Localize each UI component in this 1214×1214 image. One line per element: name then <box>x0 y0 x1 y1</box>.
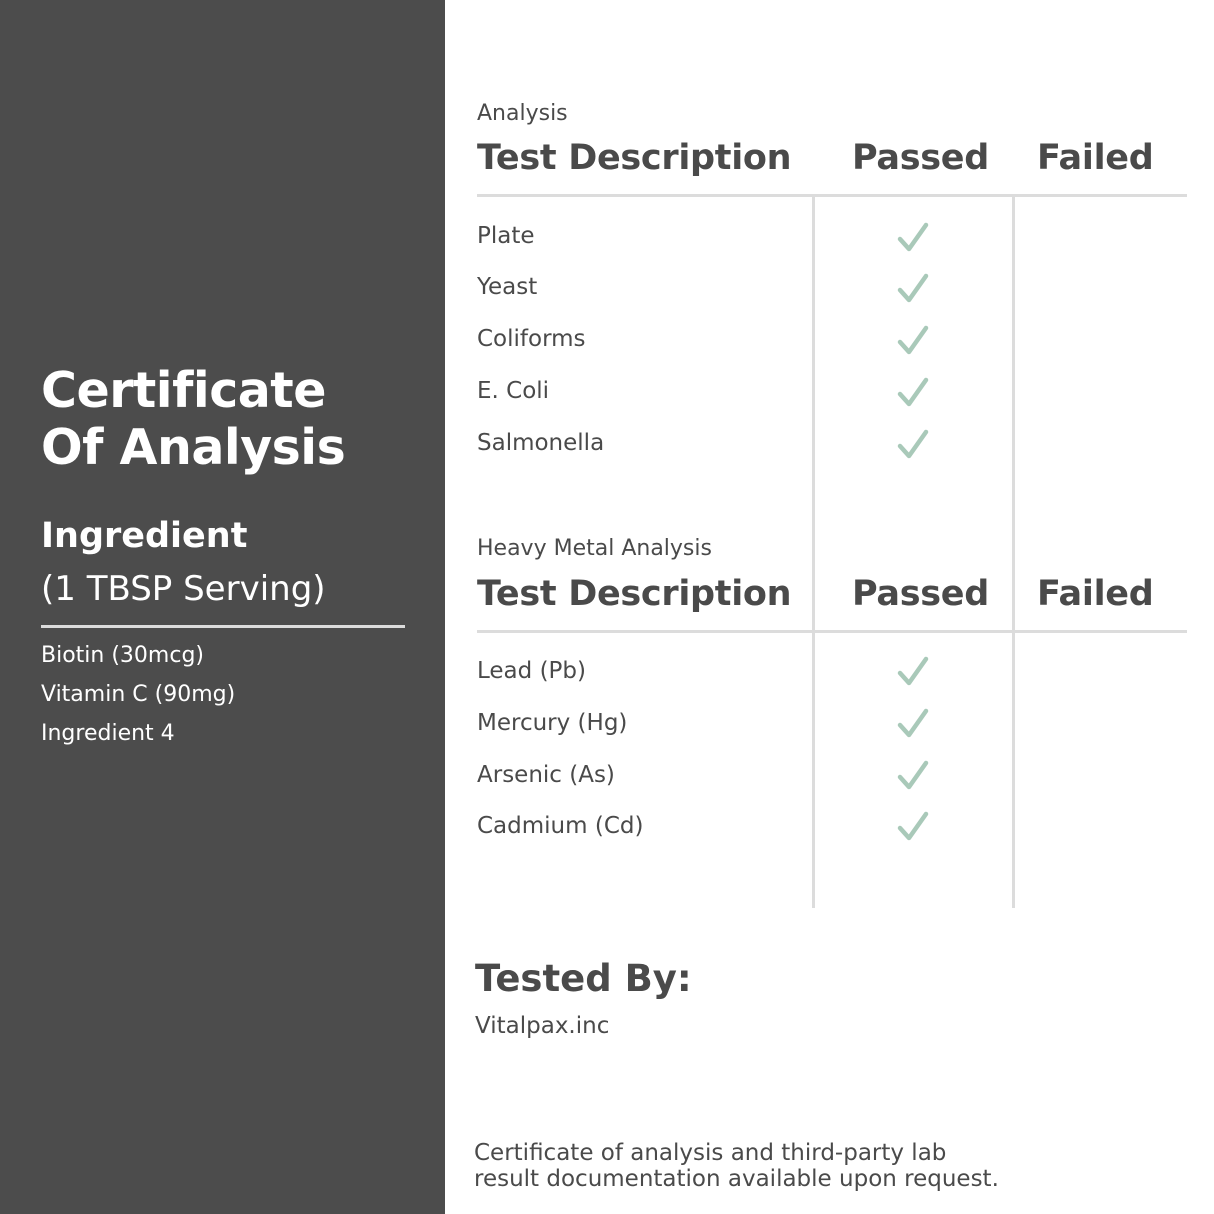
check-icon <box>896 759 930 793</box>
test-row-label: Plate <box>477 223 535 249</box>
check-icon <box>896 428 930 462</box>
test-row-label: Yeast <box>477 274 538 300</box>
ingredient-list <box>41 636 235 753</box>
test-row-label: Mercury (Hg) <box>477 710 628 736</box>
header-divider <box>477 630 1187 633</box>
section-label-analysis: Analysis <box>477 101 568 126</box>
footnote <box>474 1140 1194 1192</box>
check-icon <box>896 707 930 741</box>
check-icon <box>896 221 930 255</box>
test-row-label: Cadmium (Cd) <box>477 813 644 839</box>
ingredient-item: Biotin (30mcg) <box>41 643 204 668</box>
header-divider <box>477 194 1187 197</box>
test-row-label: Arsenic (As) <box>477 762 615 788</box>
ingredient-heading: Ingredient <box>41 516 248 556</box>
check-icon <box>896 272 930 306</box>
tester-name: Vitalpax.inc <box>475 1013 610 1039</box>
column-header-passed: Passed <box>852 574 989 614</box>
ingredient-item: Vitamin C (90mg) <box>41 682 236 707</box>
check-icon <box>896 376 930 410</box>
ingredient-item: Ingredient 4 <box>41 721 175 746</box>
column-divider-passed <box>812 197 815 908</box>
check-icon <box>896 810 930 844</box>
ingredient-divider <box>41 625 405 628</box>
check-icon <box>896 324 930 358</box>
footnote-line-1: Certificate of analysis and third-party lab <box>474 1140 947 1166</box>
test-row-label: Lead (Pb) <box>477 658 586 684</box>
page-title <box>41 362 431 476</box>
footnote-line-2: result documentation available upon request. <box>474 1166 999 1192</box>
column-header-failed: Failed <box>1037 138 1154 178</box>
column-header-description: Test Description <box>477 574 792 614</box>
title-line-1: Certificate <box>41 362 326 419</box>
column-header-failed: Failed <box>1037 574 1154 614</box>
column-header-passed: Passed <box>852 138 989 178</box>
section-label-heavy-metal: Heavy Metal Analysis <box>477 536 712 561</box>
left-panel <box>0 0 445 1214</box>
tested-by-heading: Tested By: <box>475 957 692 1000</box>
serving-size: (1 TBSP Serving) <box>41 569 326 609</box>
check-icon <box>896 655 930 689</box>
test-row-label: Coliforms <box>477 326 586 352</box>
test-row-label: E. Coli <box>477 378 550 404</box>
column-divider-failed <box>1012 197 1015 908</box>
test-row-label: Salmonella <box>477 430 605 456</box>
column-header-description: Test Description <box>477 138 792 178</box>
title-line-2: Of Analysis <box>41 419 346 476</box>
